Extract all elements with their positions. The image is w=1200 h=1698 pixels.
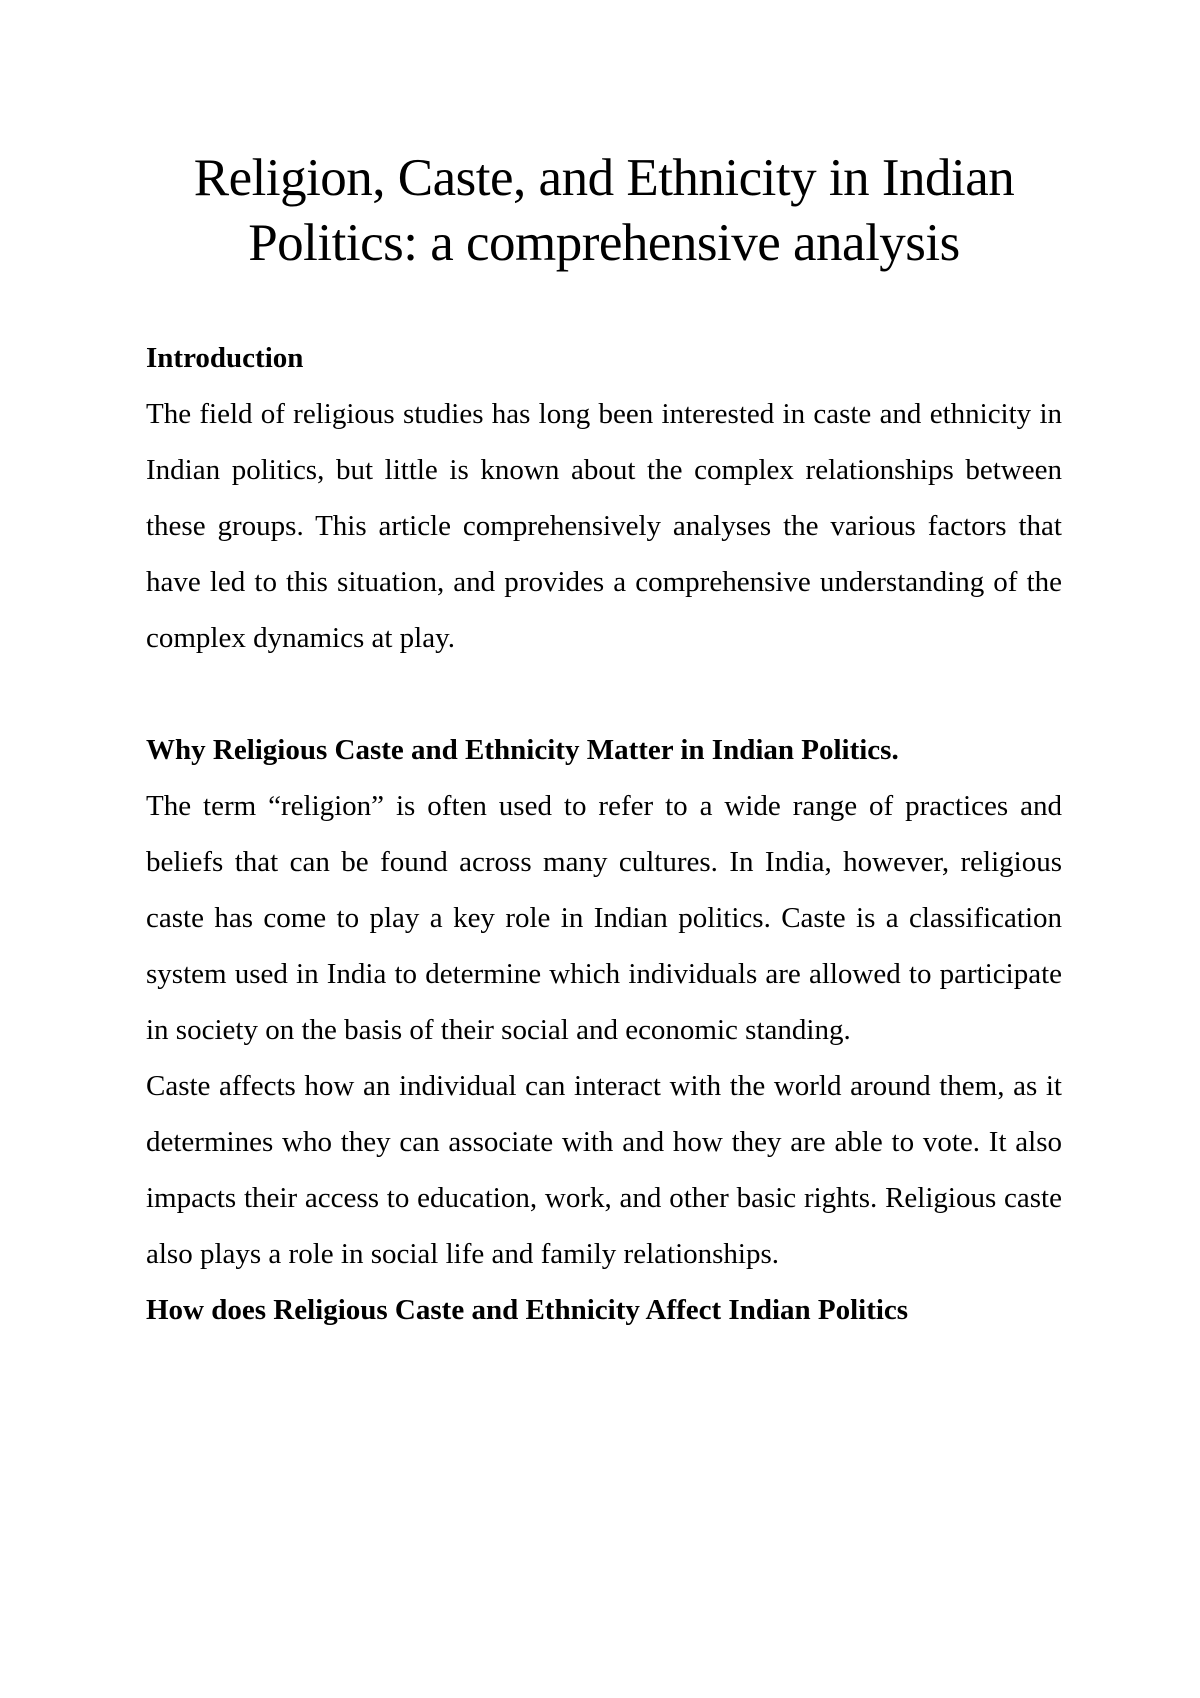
section-heading-how-affect: How does Religious Caste and Ethnicity Affect Indian Politics [146,1294,909,1326]
introduction-paragraph: The field of religious studies has long been interested in caste and ethnicity in Indian politics, but little is known about the complex relationships between these groups. This article comprehensively analyses the various factors that have led to this situation, and provides a comprehensive understanding of the complex dynamics at play. [146,398,1062,654]
section-heading-introduction: Introduction [146,342,304,374]
why-matter-paragraph-2: Caste affects how an individual can interact with the world around them, as it determines who they can associate with and how they are able to vote. It also impacts their access to education, work, and other basic rights. Religious caste also plays a role in social life and family relationships. [146,1070,1062,1270]
why-matter-paragraph-1: The term “religion” is often used to refer to a wide range of practices and beliefs that can be found across many cultures. In India, however, religious caste has come to play a key role in Indian politics. Caste is a classification system used in India to determine which individuals are allowed to participate in society on the basis of their social and economic standing. [146,790,1062,1046]
document-title: Religion, Caste, and Ethnicity in Indian Politics: a comprehensive analysis [193,149,1015,272]
section-heading-why-matter: Why Religious Caste and Ethnicity Matter in Indian Politics. [146,734,899,766]
